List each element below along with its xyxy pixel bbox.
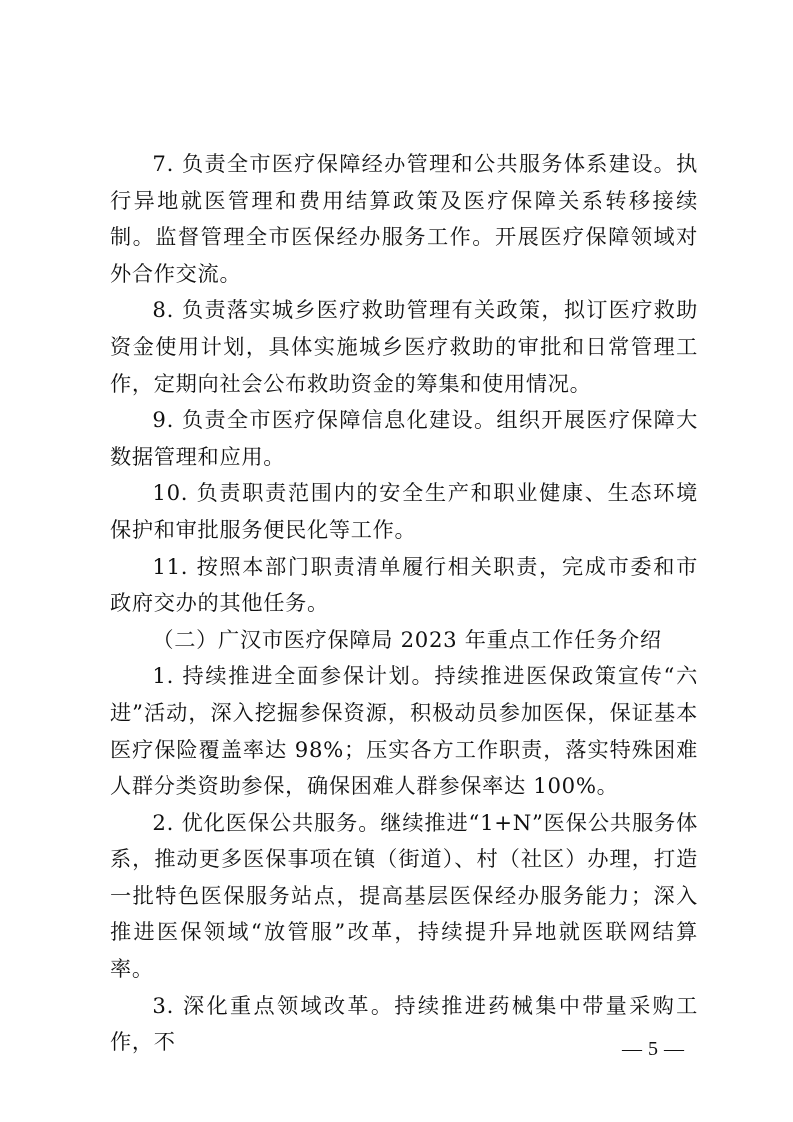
document-body [110,146,698,1061]
paragraph-item-9: 9. 负责全市医疗保障信息化建设。组织开展医疗保障大数据管理和应用。 [110,407,698,469]
paragraph-item-7: 7. 负责全市医疗保障经办管理和公共服务体系建设。执行异地就医管理和费用结算政策及医疗保障关系转移接续制。监督管理全市医保经办服务工作。开展医疗保障领域对外合作交流。 [110,151,698,286]
work-item-2: 2. 优化医保公共服务。继续推进“1+N”医保公共服务体系，推动更多医保事项在镇（街道）、村（社区）办理，打造一批特色医保服务站点，提高基层医保经办服务能力；深入推进医保领域“放管服”改革，持续提升异地就医联网结算率。 [110,809,698,982]
paragraph-item-10: 10. 负责职责范围内的安全生产和职业健康、生态环境保护和审批服务便民化等工作。 [110,480,698,542]
section-heading-2023-key-tasks: （二）广汉市医疗保障局 2023 年重点工作任务介绍 [152,626,662,652]
paragraph-item-11: 11. 按照本部门职责清单履行相关职责，完成市委和市政府交办的其他任务。 [110,553,698,616]
paragraph-item-8: 8. 负责落实城乡医疗救助管理有关政策，拟订医疗救助资金使用计划，具体实施城乡医疗救助的审批和日常管理工作，定期向社会公布救助资金的筹集和使用情况。 [110,297,698,396]
page-number: — 5 — [622,1038,685,1060]
work-item-1: 1. 持续推进全面参保计划。持续推进医保政策宣传“六进”活动，深入挖掘参保资源，积极动员参加医保，保证基本医疗保险覆盖率达 98%；压实各方工作职责，落实特殊困难人群分类资助参保，确保困难人群参保率达 100%。 [110,663,698,799]
work-item-3: 3. 深化重点领域改革。持续推进药械集中带量采购工作，不 [110,992,698,1055]
